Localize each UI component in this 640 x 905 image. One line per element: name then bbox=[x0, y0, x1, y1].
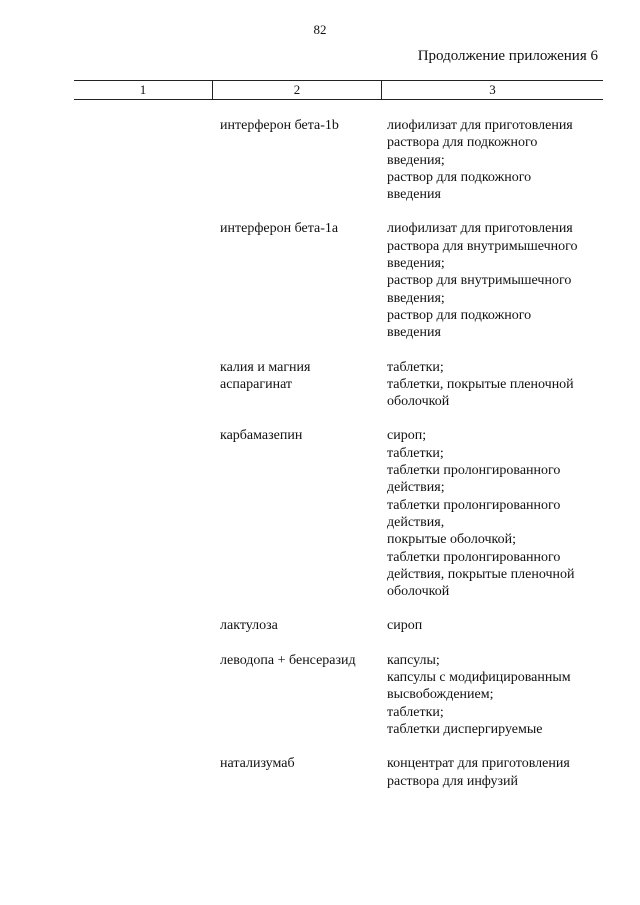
table-body bbox=[0, 117, 640, 790]
drug-name: интерферон бета-1b bbox=[220, 118, 339, 133]
continuation-title: Продолжение приложения 6 bbox=[417, 48, 598, 64]
dosage-forms: сироп bbox=[387, 618, 423, 634]
drug-name: лактулоза bbox=[220, 618, 278, 634]
table-header bbox=[74, 80, 603, 100]
page-number: 82 bbox=[313, 22, 327, 37]
dosage-forms: концентрат для приготовления раствора для инфузий bbox=[387, 756, 570, 789]
table-row bbox=[0, 117, 640, 203]
column-header-3: 3 bbox=[489, 82, 496, 97]
dosage-forms: сироп; таблетки; таблетки пролонгированного действия; таблетки пролонгированного действия, покрытые оболочкой; таблетки пролонгированного действия, покрытые пленочной оболочкой bbox=[387, 428, 575, 600]
drug-name: калия и магния аспарагинат bbox=[220, 359, 311, 392]
dosage-forms: лиофилизат для приготовления раствора для подкожного введения; раствор для подкожного введения bbox=[387, 118, 573, 203]
table-row bbox=[0, 755, 640, 790]
drug-name: карбамазепин bbox=[220, 428, 303, 444]
table-row bbox=[0, 617, 640, 634]
table-row bbox=[0, 220, 640, 341]
table-row bbox=[0, 427, 640, 600]
dosage-forms: лиофилизат для приготовления раствора для внутримышечного введения; раствор для внутримышечного введения; раствор для подкожного введения bbox=[387, 221, 578, 341]
dosage-forms: капсулы; капсулы с модифицированным высвобождением; таблетки; таблетки диспергируемые bbox=[387, 652, 571, 737]
table-row bbox=[0, 359, 640, 411]
column-header-1: 1 bbox=[74, 81, 213, 99]
drug-name: леводопа + бенсеразид bbox=[220, 652, 356, 668]
drug-name: интерферон бета-1а bbox=[220, 221, 339, 237]
dosage-forms: таблетки; таблетки, покрытые пленочной оболочкой bbox=[387, 359, 574, 410]
column-header-2: 2 bbox=[213, 81, 382, 99]
drug-name: натализумаб bbox=[220, 756, 295, 772]
table-row bbox=[0, 652, 640, 738]
